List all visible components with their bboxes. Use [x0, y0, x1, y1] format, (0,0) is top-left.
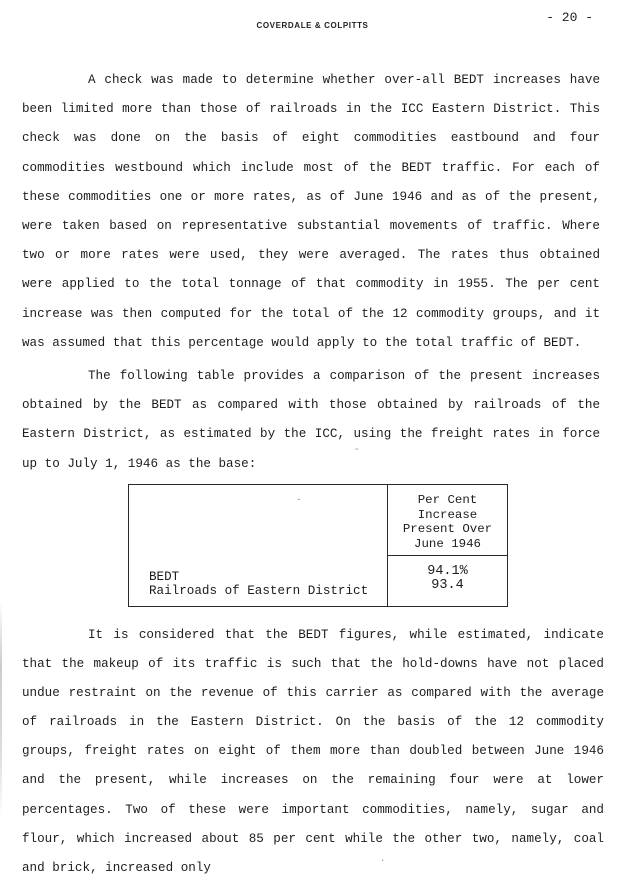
paragraph-1: A check was made to determine whether over-all BEDT increases have been limited more than those of railroads in the ICC Eastern District. This check was done on the basis of eight commodities eastbound and four commodities westbound which include most of the BEDT traffic. For each of these commodities one or more rates, as of June 1946 and as of the present, were taken based on representative substantial movements of traffic. Where two or more rates were used, they were averaged. The rates thus obtained were applied to the total tonnage of that commodity in 1955. The per cent increase was then computed for the total of the 12 commodity groups, and it was assumed that this percentage would apply to the total traffic of BEDT. — [22, 73, 600, 350]
scan-edge-shadow — [0, 600, 2, 820]
column-header-line: Present Over — [402, 522, 493, 536]
column-header-line: Per Cent — [417, 493, 478, 507]
table-column-header — [388, 493, 507, 551]
row-label-eastern-district: Railroads of Eastern District — [149, 583, 369, 598]
row-value-bedt: 94.1% — [427, 564, 468, 579]
row-value-eastern-district: 93.4 — [431, 577, 464, 593]
stray-mark: - — [296, 495, 302, 505]
rate-comparison-table — [128, 484, 508, 607]
table-row-divider — [387, 555, 507, 556]
table-row-labels — [149, 571, 368, 598]
row-label-bedt: BEDT — [149, 570, 180, 584]
paragraph-2: The following table provides a comparison of the present increases obtained by the BEDT as compared with those obtained by railroads of the Eastern District, as estimated by the ICC, using the freight rates in force up to July 1, 1946 as the base: — [22, 369, 600, 471]
column-header-line: Increase — [417, 507, 478, 522]
paragraph-3: It is considered that the BEDT figures, while estimated, indicate that the makeup of its traffic is such that the hold-downs have not placed undue restraint on the revenue of this carrier as compared with the average of railroads in the Eastern District. On the basis of the 12 commodity groups, freight rates on eight of them more than doubled between June 1946 and the present, while increases on the remaining four were at lower percentages. Two of these were important commodities, namely, sugar and flour, which increased about 85 per cent while the other two, namely, coal and brick, increased only — [22, 628, 604, 875]
column-header-line: June 1946 — [414, 536, 481, 551]
stray-mark: · — [380, 856, 386, 866]
table-row-values — [388, 565, 507, 592]
page-number: - 20 - — [546, 10, 593, 25]
letterhead: COVERDALE & COLPITTS — [256, 21, 369, 30]
stray-mark: ˜ — [354, 448, 360, 458]
